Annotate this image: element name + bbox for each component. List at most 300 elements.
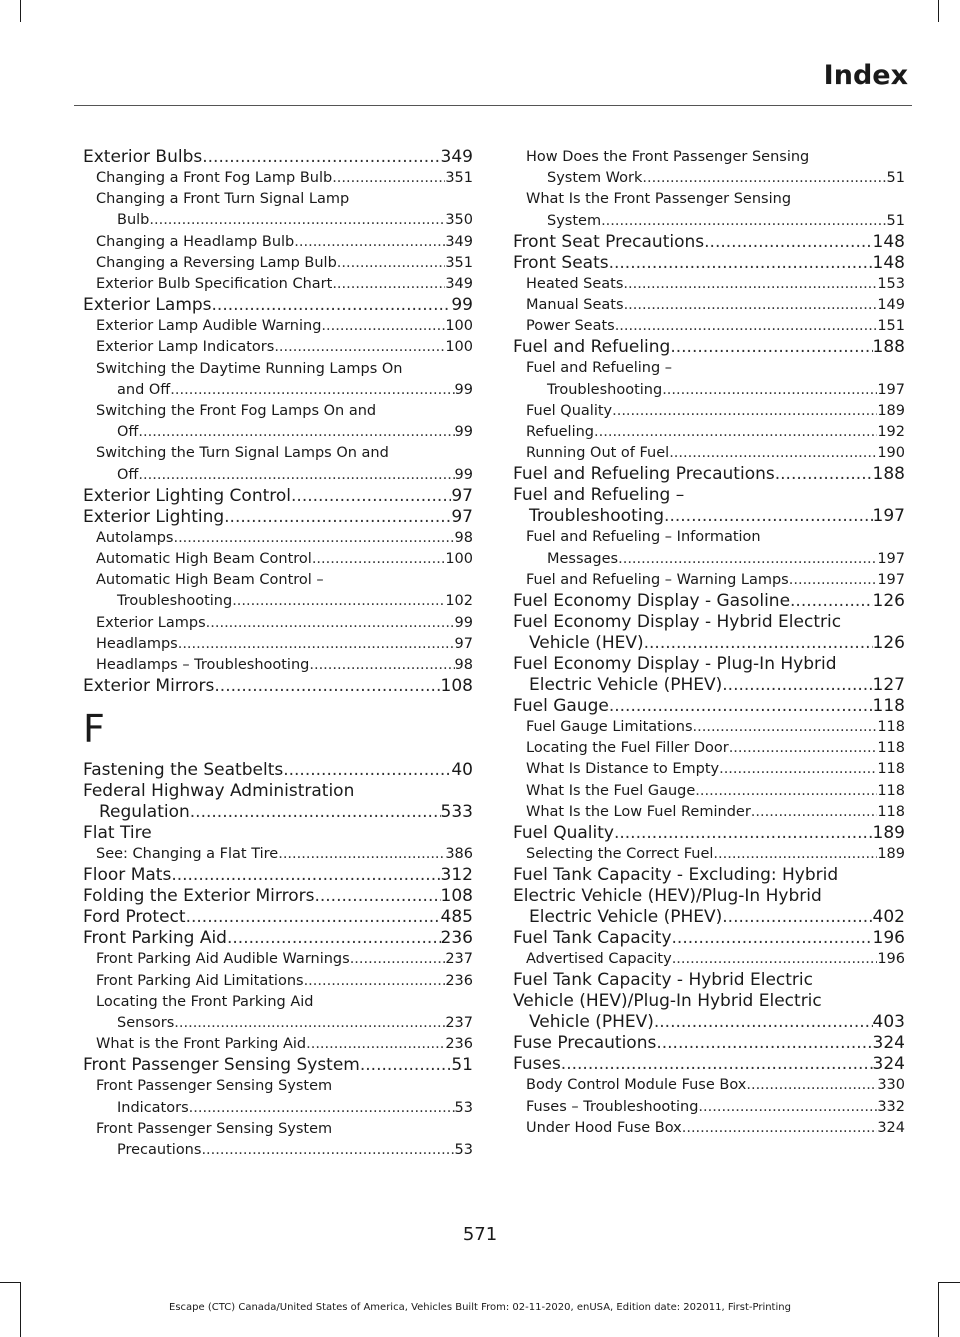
entry-text: Changing a Front Fog Lamp Bulb: [96, 170, 333, 186]
entry-page-number: 332: [877, 1098, 905, 1115]
dot-leader: [672, 928, 873, 949]
entry-text: Front Parking Aid: [83, 928, 227, 949]
index-sub-entry: [83, 992, 473, 1034]
entry-text-line: Fuel Tank Capacity - Hybrid Electric: [513, 970, 813, 991]
entry-page-number: 151: [877, 318, 905, 335]
dot-leader: [790, 591, 873, 612]
entry-text: Front Passenger Sensing System: [83, 1055, 360, 1076]
index-main-entry: [83, 295, 473, 316]
index-sub-entry: [83, 1119, 473, 1161]
entry-row: [96, 168, 473, 189]
index-main-entry: [513, 865, 905, 928]
entry-row: [96, 274, 473, 295]
entry-text-line: Locating the Front Parking Aid: [96, 993, 314, 1010]
index-main-entry: [513, 1033, 905, 1054]
entry-text: Exterior Lamps: [96, 614, 206, 631]
entry-page-number: 330: [877, 1077, 905, 1094]
entry-text: Fuel Quality: [513, 823, 614, 844]
entry-row: [526, 1075, 905, 1096]
dot-leader: [624, 295, 878, 316]
entry-row: [513, 464, 905, 485]
index-sub-entry: [83, 168, 473, 189]
index-section-letter: F: [83, 707, 105, 752]
index-sub-entry: [83, 1076, 473, 1118]
entry-row: [513, 675, 905, 696]
entry-row: [526, 1097, 905, 1118]
entry-page-number: 197: [877, 381, 905, 398]
entry-text-line: Changing a Front Turn Signal Lamp: [96, 191, 350, 208]
entry-page-number: 97: [451, 485, 473, 506]
index-main-entry: [513, 612, 905, 654]
index-sub-entry: [83, 232, 473, 253]
entry-text: Vehicle (HEV): [529, 633, 644, 654]
entry-page-number: 196: [872, 928, 905, 949]
entry-row: [513, 696, 905, 717]
entry-page-number: 99: [451, 295, 473, 316]
entry-page-number: 196: [877, 951, 905, 968]
entry-text: System: [547, 212, 602, 229]
entry-row: [526, 295, 905, 316]
entry-row: [513, 823, 905, 844]
dot-leader: [186, 907, 441, 928]
dot-leader: [178, 634, 455, 655]
entry-page-number: 188: [872, 337, 905, 358]
entry-text: System Work: [547, 170, 643, 187]
entry-page-number: 349: [445, 276, 473, 293]
entry-page-number: 189: [877, 846, 905, 863]
entry-page-number: 189: [877, 402, 905, 419]
entry-text-line: What Is the Front Passenger Sensing: [526, 191, 792, 208]
entry-row: [526, 316, 905, 337]
dot-leader: [306, 1034, 445, 1055]
entry-page-number: 118: [877, 782, 905, 799]
entry-text: Under Hood Fuse Box: [526, 1119, 682, 1136]
entry-text-line: Switching the Daytime Running Lamps On: [96, 360, 403, 377]
index-sub-entry: [513, 189, 905, 231]
entry-page-number: 149: [877, 297, 905, 314]
dot-leader: [224, 507, 451, 528]
crop-mark-bottom-left: [0, 1282, 20, 1283]
entry-text: Exterior Bulb Specification Chart: [96, 276, 333, 293]
index-main-entry: [513, 337, 905, 358]
entry-row: [526, 401, 905, 422]
entry-row: [526, 211, 905, 232]
entry-text: Front Seats: [513, 252, 609, 273]
crop-mark-top-left: [20, 0, 21, 22]
index-sub-entry: [513, 759, 905, 780]
dot-leader: [704, 232, 872, 253]
entry-text: Off: [117, 424, 139, 441]
entry-text: Bulb: [117, 212, 150, 229]
index-sub-entry: [83, 655, 473, 676]
dot-leader: [656, 1033, 872, 1054]
entry-text: Headlamps – Troubleshooting: [96, 657, 310, 674]
entry-row: [96, 422, 473, 443]
index-sub-entry: [83, 337, 473, 358]
entry-text: Locating the Fuel Filler Door: [526, 740, 729, 757]
entry-row: [96, 528, 473, 549]
entry-row: [96, 465, 473, 486]
entry-page-number: 98: [454, 529, 473, 546]
index-main-entry: [513, 464, 905, 485]
entry-text-line: Front Passenger Sensing System: [96, 1078, 333, 1095]
dot-leader: [294, 232, 445, 253]
entry-page-number: 99: [454, 614, 473, 631]
entry-text: Fuel Gauge: [513, 696, 609, 717]
entry-text: Troubleshooting: [547, 381, 663, 398]
index-sub-entry: [83, 189, 473, 231]
dot-leader: [719, 759, 877, 780]
index-sub-entry: [83, 359, 473, 401]
index-sub-entry: [513, 527, 905, 569]
entry-row: [526, 802, 905, 823]
index-sub-entry: [513, 570, 905, 591]
dot-leader: [309, 655, 454, 676]
entry-page-number: 237: [445, 951, 473, 968]
page-title: Index: [823, 60, 908, 91]
dot-leader: [751, 802, 878, 823]
dot-leader: [190, 802, 441, 823]
dot-leader: [138, 465, 454, 486]
entry-page-number: 351: [445, 170, 473, 186]
title-divider: [74, 105, 912, 106]
dot-leader: [350, 949, 446, 970]
entry-text: Exterior Lamp Audible Warning: [96, 318, 322, 335]
entry-page-number: 126: [872, 591, 905, 612]
entry-text: Autolamps: [96, 529, 174, 546]
entry-text-line: Switching the Turn Signal Lamps On and: [96, 445, 389, 462]
entry-page-number: 118: [877, 761, 905, 778]
index-main-entry: [513, 654, 905, 696]
dot-leader: [614, 823, 873, 844]
entry-page-number: 188: [872, 464, 905, 485]
entry-text: Electric Vehicle (PHEV): [529, 907, 723, 928]
index-sub-entry: [513, 1097, 905, 1118]
entry-row: [513, 232, 905, 253]
entry-page-number: 51: [451, 1055, 473, 1076]
entry-text: Manual Seats: [526, 297, 624, 314]
entry-text: Refueling: [526, 424, 595, 441]
entry-text: Messages: [547, 550, 619, 567]
entry-page-number: 197: [877, 550, 905, 567]
index-sub-entry: [83, 1034, 473, 1055]
entry-text: Exterior Lighting: [83, 506, 225, 527]
entry-row: [526, 949, 905, 970]
entry-text: Folding the Exterior Mirrors: [83, 886, 315, 907]
entry-page-number: 99: [454, 381, 473, 398]
dot-leader: [170, 380, 454, 401]
entry-row: [96, 655, 473, 676]
index-sub-entry: [513, 781, 905, 802]
entry-row: [83, 760, 473, 781]
dot-leader: [332, 274, 445, 295]
dot-leader: [174, 1013, 445, 1034]
dot-leader: [695, 781, 877, 802]
entry-page-number: 148: [872, 252, 905, 273]
entry-text: Indicators: [117, 1099, 189, 1116]
entry-page-number: 386: [445, 846, 473, 863]
index-main-entry: [83, 676, 473, 697]
entry-page-number: 351: [445, 254, 473, 271]
dot-leader: [618, 549, 877, 570]
index-sub-entry: [83, 443, 473, 485]
index-main-entry: [513, 823, 905, 844]
entry-page-number: 127: [872, 675, 905, 696]
index-main-entry: [513, 253, 905, 274]
entry-page-number: 324: [872, 1033, 905, 1054]
index-main-entry: [83, 928, 473, 949]
index-sub-entry: [513, 147, 905, 189]
index-sub-entry: [513, 1075, 905, 1096]
entry-page-number: 236: [445, 972, 473, 989]
entry-text: Advertised Capacity: [526, 951, 672, 968]
crop-mark-bottom-right: [938, 1282, 960, 1283]
dot-leader: [227, 928, 441, 949]
dot-leader: [670, 337, 872, 358]
entry-row: [526, 549, 905, 570]
entry-row: [83, 676, 473, 697]
entry-row: [513, 928, 905, 949]
entry-text-line: Fuel and Refueling –: [513, 485, 685, 506]
index-main-entry: Flat Tire: [83, 823, 152, 844]
entry-page-number: 98: [454, 657, 473, 674]
entry-page-number: 349: [445, 233, 473, 250]
entry-page-number: 190: [877, 445, 905, 462]
entry-page-number: 118: [872, 696, 905, 717]
index-main-entry: [513, 485, 905, 527]
dot-leader: [662, 380, 877, 401]
entry-text: Floor Mats: [83, 865, 172, 886]
index-main-entry: [513, 1054, 905, 1075]
index-sub-entry: [513, 802, 905, 823]
index-sub-entry: [83, 253, 473, 274]
index-column-left: [83, 147, 473, 1161]
entry-text: Fuel Quality: [526, 402, 613, 419]
entry-page-number: 118: [877, 803, 905, 820]
entry-page-number: 100: [445, 318, 473, 335]
dot-leader: [615, 316, 878, 337]
entry-page-number: 126: [872, 633, 905, 654]
index-sub-entry: [83, 634, 473, 655]
entry-row: [96, 1098, 473, 1119]
entry-text-line: Federal Highway Administration: [83, 781, 355, 802]
dot-leader: [561, 1054, 873, 1075]
index-main-entry: [83, 907, 473, 928]
entry-text: Power Seats: [526, 318, 615, 335]
entry-page-number: 97: [451, 506, 473, 527]
dot-leader: [283, 760, 451, 781]
index-sub-entry: [83, 949, 473, 970]
entry-row: [83, 928, 473, 949]
index-sub-entry: [513, 401, 905, 422]
index-main-entry: [83, 760, 473, 781]
entry-text: Fuel and Refueling Precautions: [513, 464, 775, 485]
dot-leader: [138, 422, 454, 443]
index-sub-entry: [83, 274, 473, 295]
entry-row: [526, 844, 905, 865]
entry-row: [96, 337, 473, 358]
dot-leader: [321, 316, 445, 337]
entry-page-number: 118: [877, 719, 905, 736]
index-sub-entry: [513, 358, 905, 400]
entry-row: [526, 1118, 905, 1139]
entry-page-number: 40: [451, 760, 473, 781]
entry-text-line: How Does the Front Passenger Sensing: [526, 149, 810, 165]
dot-leader: [149, 210, 445, 231]
entry-page-number: 53: [454, 1099, 473, 1116]
index-sub-entry: [83, 570, 473, 612]
index-sub-entry: [513, 844, 905, 865]
entry-row: [513, 591, 905, 612]
dot-leader: [654, 1012, 873, 1033]
entry-row: [513, 1033, 905, 1054]
entry-row: [96, 591, 473, 612]
dot-leader: [722, 907, 872, 928]
entry-row: [96, 613, 473, 634]
entry-page-number: 153: [877, 275, 905, 292]
entry-text: Exterior Bulbs: [83, 147, 203, 167]
entry-page-number: 99: [454, 424, 473, 441]
entry-text: Selecting the Correct Fuel: [526, 846, 714, 863]
index-sub-entry: [513, 1118, 905, 1139]
index-sub-entry: [513, 422, 905, 443]
dot-leader: [304, 971, 446, 992]
dot-leader: [669, 443, 877, 464]
index-sub-entry: [513, 949, 905, 970]
index-main-entry: [83, 1055, 473, 1076]
entry-page-number: 108: [440, 886, 473, 907]
entry-row: [96, 253, 473, 274]
entry-row: [96, 232, 473, 253]
entry-row: [526, 759, 905, 780]
dot-leader: [201, 1140, 454, 1161]
entry-page-number: 51: [886, 170, 905, 187]
index-main-entry: [83, 486, 473, 507]
index-main-entry: [513, 928, 905, 949]
dot-leader: [278, 844, 445, 865]
entry-page-number: 236: [445, 1036, 473, 1053]
entry-text: Vehicle (PHEV): [529, 1012, 654, 1033]
entry-text-line: Switching the Front Fog Lamps On and: [96, 403, 377, 420]
entry-text-line: Fuel Economy Display - Hybrid Electric: [513, 612, 842, 633]
index-main-entry: [513, 591, 905, 612]
footer-edition-info: Escape (CTC) Canada/United States of America, Vehicles Built From: 02-11-2020, enUSA, Edition date: 202011, First-Printing: [169, 1302, 791, 1313]
entry-text-line: Fuel Economy Display - Plug-In Hybrid: [513, 654, 837, 675]
index-sub-entry: [513, 738, 905, 759]
entry-text: Troubleshooting: [117, 593, 233, 610]
dot-leader: [332, 168, 445, 189]
index-column-right: [513, 147, 905, 1139]
dot-leader: [698, 1097, 877, 1118]
index-main-entry: [513, 970, 905, 1033]
index-main-entry: [83, 781, 473, 823]
entry-page-number: 189: [872, 823, 905, 844]
entry-text-line: Fuel and Refueling –: [526, 360, 673, 377]
entry-text: Fuses: [513, 1054, 561, 1075]
entry-row: [96, 1140, 473, 1161]
dot-leader: [642, 168, 886, 189]
entry-page-number: 485: [440, 907, 473, 928]
entry-text: What Is the Low Fuel Reminder: [526, 803, 751, 820]
entry-page-number: 312: [440, 865, 473, 886]
entry-row: [83, 507, 473, 528]
entry-text: Electric Vehicle (PHEV): [529, 675, 723, 696]
entry-page-number: 350: [445, 212, 473, 229]
entry-row: [96, 949, 473, 970]
entry-page-number: 197: [872, 506, 905, 527]
entry-page-number: 108: [440, 676, 473, 697]
dot-leader: [664, 506, 873, 527]
entry-text: Front Seat Precautions: [513, 231, 705, 252]
entry-row: [83, 147, 473, 168]
entry-text: Exterior Lamp Indicators: [96, 339, 275, 356]
entry-row: [526, 570, 905, 591]
dot-leader: [206, 613, 455, 634]
entry-text: Fuses – Troubleshooting: [526, 1098, 699, 1115]
entry-text: Off: [117, 466, 139, 483]
index-main-entry: [83, 865, 473, 886]
entry-row: [83, 886, 473, 907]
entry-row: [513, 506, 905, 527]
entry-row: [526, 717, 905, 738]
dot-leader: [612, 401, 877, 422]
dot-leader: [312, 549, 446, 570]
entry-text: Heated Seats: [526, 275, 624, 292]
entry-page-number: 192: [877, 424, 905, 441]
entry-page-number: 236: [440, 928, 473, 949]
index-main-entry: [83, 507, 473, 528]
entry-text: Fuel and Refueling: [513, 337, 671, 358]
entry-row: [96, 1034, 473, 1055]
entry-text-line: Vehicle (HEV)/Plug-In Hybrid Electric: [513, 991, 822, 1012]
entry-row: [513, 907, 905, 928]
entry-row: [526, 443, 905, 464]
entry-row: [83, 865, 473, 886]
index-main-entry: [83, 147, 473, 168]
entry-page-number: 533: [440, 802, 473, 823]
entry-text: See: Changing a Flat Tire: [96, 846, 279, 863]
entry-row: [96, 1013, 473, 1034]
dot-leader: [214, 676, 440, 697]
entry-text: Front Parking Aid Limitations: [96, 972, 304, 989]
index-sub-entry: [83, 316, 473, 337]
dot-leader: [609, 696, 873, 717]
entry-text: What Is the Fuel Gauge: [526, 782, 696, 799]
dot-leader: [644, 633, 873, 654]
entry-page-number: 51: [886, 212, 905, 229]
dot-leader: [601, 211, 886, 232]
dot-leader: [722, 675, 872, 696]
dot-leader: [672, 949, 878, 970]
entry-row: [96, 210, 473, 231]
entry-text-line: Fuel and Refueling – Information: [526, 529, 761, 546]
entry-row: [526, 422, 905, 443]
entry-text: Changing a Headlamp Bulb: [96, 233, 295, 250]
entry-page-number: 102: [445, 593, 473, 610]
dot-leader: [746, 1075, 877, 1096]
entry-row: [96, 844, 473, 865]
entry-page-number: 118: [877, 740, 905, 757]
dot-leader: [171, 865, 440, 886]
page-number: 571: [462, 1224, 498, 1245]
entry-text: Ford Protect: [83, 907, 186, 928]
index-sub-entry: [513, 295, 905, 316]
index-main-entry: [83, 886, 473, 907]
entry-page-number: 324: [877, 1119, 905, 1136]
index-sub-entry: [83, 401, 473, 443]
entry-page-number: 324: [872, 1054, 905, 1075]
entry-text: Automatic High Beam Control: [96, 551, 312, 568]
